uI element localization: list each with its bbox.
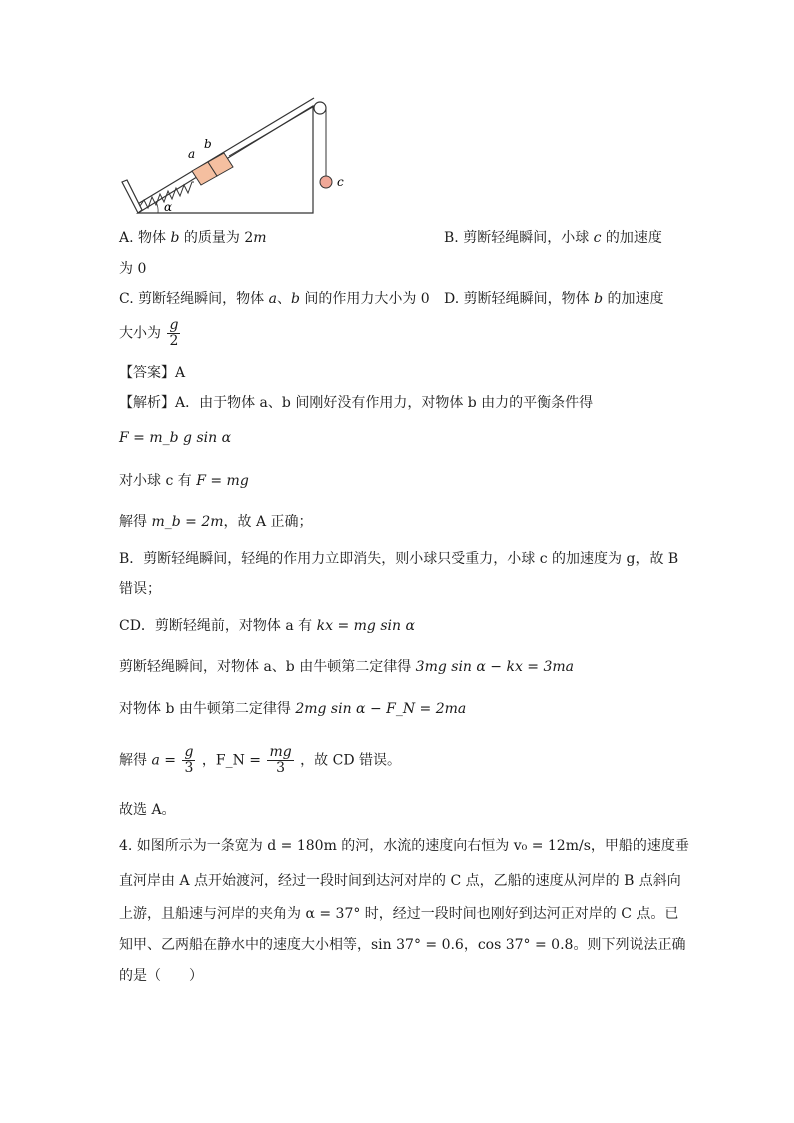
ball-c — [320, 176, 332, 188]
analysis-line-3: 解得 m_b = 2m，故 A 正确； — [119, 514, 313, 530]
equation-1: F = m_b g sin α — [119, 430, 232, 446]
analysis-line-7: 剪断轻绳瞬间，对物体 a、b 由牛顿第二定律得 3mg sin α − kx = 3ma — [119, 659, 575, 675]
pulley — [314, 102, 326, 114]
answer-line: 【答案】A — [119, 365, 186, 381]
analysis-line-4: B．剪断轻绳瞬间，轻绳的作用力立即消失，则小球只受重力，小球 c 的加速度为 g，故 B — [119, 551, 679, 567]
option-a: A. 物体 b 的质量为 2m — [119, 230, 267, 246]
analysis-line-6: CD．剪断轻绳前，对物体 a 有 kx = mg sin α — [119, 618, 415, 634]
label-b: b — [204, 137, 212, 151]
analysis-line-10: 故选 A。 — [119, 802, 176, 818]
q4-line-2: 直河岸由 A 点开始渡河，经过一段时间到达河对岸的 C 点，乙船的速度从河岸的 B 点斜向 — [119, 873, 681, 889]
wall — [122, 180, 142, 213]
incline-figure — [118, 96, 358, 220]
fraction-g-2: $\frac{g}{2}$ — [169, 317, 179, 349]
option-d-cont: 大小为 $\frac{g}{2}$ — [119, 317, 179, 349]
analysis-line-9: 解得 a = $\frac{g}{3}$ ，F_N = $\frac{mg}{3}$ ，故 CD 错误。 — [119, 744, 402, 776]
label-a: a — [188, 147, 196, 161]
option-c: C. 剪断轻绳瞬间，物体 a、b 间的作用力大小为 0 — [119, 291, 430, 307]
q4-line-4: 知甲、乙两船在静水中的速度大小相等，sin 37° = 0.6，cos 37° = 0.8。则下列说法正确 — [119, 937, 686, 953]
analysis-line-1: 【解析】A．由于物体 a、b 间刚好没有作用力，对物体 b 由力的平衡条件得 — [119, 395, 594, 411]
fraction-mg-3: $\frac{mg}{3}$ — [269, 744, 292, 776]
option-b-cont: 为 0 — [119, 261, 147, 277]
label-c: c — [337, 175, 344, 189]
option-b: B. 剪断轻绳瞬间，小球 c 的加速度 — [444, 230, 662, 246]
analysis-line-5: 错误； — [119, 581, 161, 597]
q4-line-3: 上游，且船速与河岸的夹角为 α = 37° 时，经过一段时间也刚好到达河正对岸的 C 点。已 — [119, 906, 679, 922]
incline-plank — [136, 98, 314, 205]
label-alpha: α — [164, 200, 173, 214]
q4-line-5: 的是（ ） — [119, 968, 203, 984]
angle-arc — [156, 202, 158, 213]
analysis-line-2: 对小球 c 有 F = mg — [119, 473, 249, 489]
fraction-g-3: $\frac{g}{3}$ — [184, 744, 194, 776]
option-d: D. 剪断轻绳瞬间，物体 b 的加速度 — [444, 291, 664, 307]
q4-line-1: 4. 如图所示为一条宽为 d = 180m 的河，水流的速度向右恒为 v₀ = 12m/s，甲船的速度垂 — [119, 838, 689, 854]
rope-incline — [229, 104, 318, 156]
analysis-line-8: 对物体 b 由牛顿第二定律得 2mg sin α − F_N = 2ma — [119, 701, 467, 717]
